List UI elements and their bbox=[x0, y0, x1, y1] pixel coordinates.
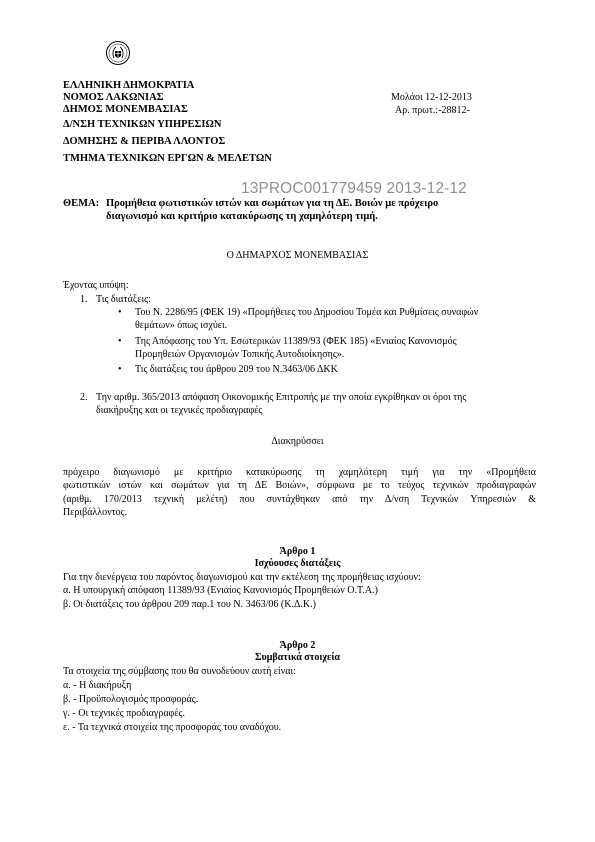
subject-line-2: διαγωνισμό και κριτήριο κατακύρωσης τη χαμηλότερη τιμή. bbox=[106, 211, 378, 222]
article-2-line-3: β. - Προϋπολογισμός προσφοράς. bbox=[63, 694, 199, 705]
bullet-3-line-1: Τις διατάξεις του άρθρου 209 του Ν.3463/06 ΔΚΚ bbox=[135, 364, 338, 375]
body-paragraph bbox=[63, 466, 536, 519]
article-1-subtitle: Ισχύουσες διατάξεις bbox=[254, 558, 341, 569]
greek-emblem-icon bbox=[105, 40, 131, 66]
bullet-icon: • bbox=[118, 307, 122, 318]
bullet-2-line-2: Προμηθειών Οργανισμών Τοπικής Αυτοδιοίκησης». bbox=[135, 349, 345, 360]
proclaims-heading: Διακηρύσσει bbox=[271, 436, 324, 447]
header-org-line-1: ΕΛΛΗΝΙΚΗ ΔΗΜΟΚΡΑΤΙΑ bbox=[63, 80, 195, 91]
body-line-1: πρόχειρο διαγωνισμό με κριτήριο κατακύρωσης τη χαμηλότερη τιμή για την «Προμήθεια bbox=[63, 467, 536, 478]
considering-intro: Έχοντας υπόψη: bbox=[63, 280, 129, 291]
header-org-line-2: ΝΟΜΟΣ ΛΑΚΩΝΙΑΣ bbox=[63, 92, 164, 103]
article-2-line-5: ε. - Τα τεχνικά στοιχεία της προσφοράς του αναδόχου. bbox=[63, 722, 282, 733]
article-2-line-4: γ. - Οι τεχνικές προδιαγραφές. bbox=[63, 708, 185, 719]
bullet-icon: • bbox=[118, 336, 122, 347]
ada-stamp: 13PROC001779459 2013-12-12 bbox=[241, 180, 467, 197]
protocol-number: Αρ. πρωτ.:-28812- bbox=[395, 105, 470, 116]
mayor-heading: Ο ΔΗΜΑΡΧΟΣ ΜΟΝΕΜΒΑΣΙΑΣ bbox=[226, 250, 369, 261]
article-1-line-2: α. Η υπουργική απόφαση 11389/93 (Ενιαίος Κανονισμός Προμηθειών Ο.Τ.Α.) bbox=[63, 585, 378, 596]
bullet-icon: • bbox=[118, 364, 122, 375]
subject-line-1: Προμήθεια φωτιστικών ιστών και σωμάτων για τη ΔΕ. Βοιών με πρόχειρο bbox=[106, 198, 439, 209]
bullet-1-line-2: θεμάτων» όπως ισχύει. bbox=[135, 320, 228, 331]
place-date: Μολάοι 12-12-2013 bbox=[391, 92, 472, 103]
item-2-line-1: Την αριθμ. 365/2013 απόφαση Οικονομικής Επιτροπής με την οποία εγκρίθηκαν οι όροι της bbox=[96, 392, 467, 403]
article-1-line-1: Για την διενέργεια του παρόντος διαγωνισμού και την εκτέλεση της προμήθειας ισχύουν: bbox=[63, 572, 421, 583]
body-line-4: Περιβάλλοντος. bbox=[63, 506, 128, 518]
subject-label: ΘΕΜΑ: bbox=[63, 198, 100, 209]
header-org-line-6: ΤΜΗΜΑ ΤΕΧΝΙΚΩΝ ΕΡΓΩΝ & ΜΕΛΕΤΩΝ bbox=[63, 153, 272, 164]
item-1-label: Τις διατάξεις: bbox=[96, 294, 151, 305]
article-1-line-3: β. Οι διατάξεις του άρθρου 209 παρ.1 του Ν. 3463/06 (Κ.Δ.Κ.) bbox=[63, 599, 316, 610]
item-2-line-2: διακήρυξης και οι τεχνικές προδιαγραφές bbox=[96, 405, 263, 416]
body-line-2: φωτιστικών ιστών και σωμάτων για τη ΔΕ Βοιών», σύμφωνα με το τεύχος τεχνικών προδιαγραφών bbox=[63, 480, 536, 492]
article-2-line-2: α. - Η διακήρυξη bbox=[63, 680, 132, 691]
bullet-1-line-1: Του Ν. 2286/95 (ΦΕΚ 19) «Προμήθειες του Δημοσίου Τομέα και Ρυθμίσεις συναφών bbox=[135, 307, 479, 318]
article-1-title: Άρθρο 1 bbox=[279, 546, 316, 557]
article-2-title: Άρθρο 2 bbox=[279, 640, 316, 651]
header-org-line-4: Δ/ΝΣΗ ΤΕΧΝΙΚΩΝ ΥΠΗΡΕΣΙΩΝ bbox=[63, 119, 222, 130]
header-org-line-3: ΔΗΜΟΣ ΜΟΝΕΜΒΑΣΙΑΣ bbox=[63, 104, 188, 115]
body-line-3: (αριθμ. 170/2013 τεχνική μελέτη) που συντάχθηκαν από την Δ/νση Τεχνικών Υπηρεσιών & bbox=[63, 493, 536, 505]
header-org-line-5: ΔΟΜΗΣΗΣ & ΠΕΡΙΒΑ ΛΛΟΝΤΟΣ bbox=[63, 136, 226, 147]
item-2-number: 2. bbox=[80, 392, 88, 403]
article-2-subtitle: Συμβατικά στοιχεία bbox=[254, 652, 341, 663]
article-2-line-1: Τα στοιχεία της σύμβασης που θα συνοδεύουν αυτή είναι: bbox=[63, 666, 296, 677]
item-1-number: 1. bbox=[80, 294, 88, 305]
bullet-2-line-1: Της Απόφασης του Υπ. Εσωτερικών 11389/93 (ΦΕΚ 185) «Ενιαίος Κανονισμός bbox=[135, 336, 457, 347]
